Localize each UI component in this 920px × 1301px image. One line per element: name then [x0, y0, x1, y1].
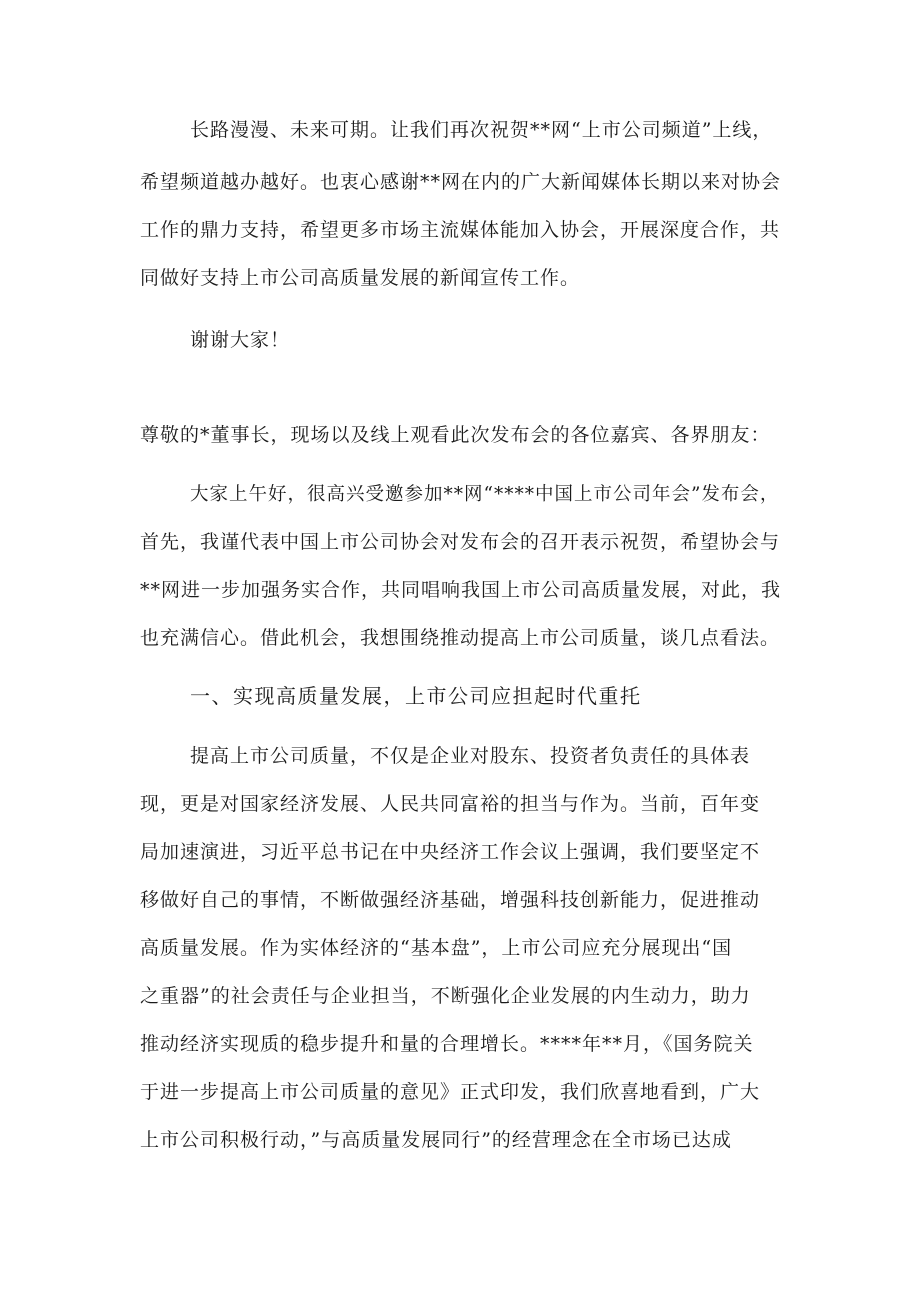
salutation: 尊敬的*董事长，现场以及线上观看此次发布会的各位嘉宾、各界朋友：: [140, 424, 771, 446]
paragraph-2-line-4: 也充满信心。借此机会，我想围绕推动提高上市公司质量，谈几点看法。: [140, 627, 781, 649]
paragraph-1-line-4: 同做好支持上市公司高质量发展的新闻宣传工作。: [140, 267, 581, 289]
paragraph-2-line-2: 首先，我谨代表中国上市公司协会对发布会的召开表示祝贺，希望协会与: [140, 531, 781, 553]
paragraph-3-line-3: 局加速演进，习近平总书记在中央经济工作会议上强调，我们要坚定不: [140, 841, 761, 863]
paragraph-2-line-1: 大家上午好，很高兴受邀参加**网“****中国上市公司年会”发布会，: [190, 484, 780, 505]
paragraph-3-line-1: 提高上市公司质量，不仅是企业对股东、投资者负责任的具体表: [190, 745, 751, 767]
section-heading-1: 一、实现高质量发展，上市公司应担起时代重托: [190, 684, 642, 708]
paragraph-1-line-2: 希望频道越办越好。也衷心感谢**网在内的广大新闻媒体长期以来对协会: [140, 171, 782, 193]
paragraph-1-line-1: 长路漫漫、未来可期。让我们再次祝贺**网“上市公司频道”上线，: [190, 119, 773, 141]
paragraph-3-line-7: 推动经济实现质的稳步提升和量的合理增长。****年**月，《国务院关: [140, 1033, 754, 1055]
paragraph-1-line-3: 工作的鼎力支持，希望更多市场主流媒体能加入协会，开展深度合作，共: [140, 219, 781, 241]
paragraph-3-line-6: 之重器”的社会责任与企业担当，不断强化企业发展的内生动力，助力: [140, 985, 751, 1007]
paragraph-3-line-9: 上市公司积极行动，”与高质量发展同行”的经营理念在全市场已达成: [140, 1129, 732, 1151]
paragraph-3-line-5: 高质量发展。作为实体经济的“基本盘”，上市公司应充分展现出“国: [140, 937, 733, 959]
paragraph-3-line-4: 移做好自己的事情，不断做强经济基础，增强科技创新能力，促进推动: [140, 889, 761, 911]
paragraph-3-line-8: 于进一步提高上市公司质量的意见》正式印发，我们欣喜地看到，广大: [140, 1081, 761, 1103]
closing-thanks: 谢谢大家！: [190, 329, 291, 351]
paragraph-2-line-3: **网进一步加强务实合作，共同唱响我国上市公司高质量发展，对此，我: [140, 579, 782, 601]
paragraph-3-line-2: 现，更是对国家经济发展、人民共同富裕的担当与作为。当前，百年变: [140, 793, 761, 815]
